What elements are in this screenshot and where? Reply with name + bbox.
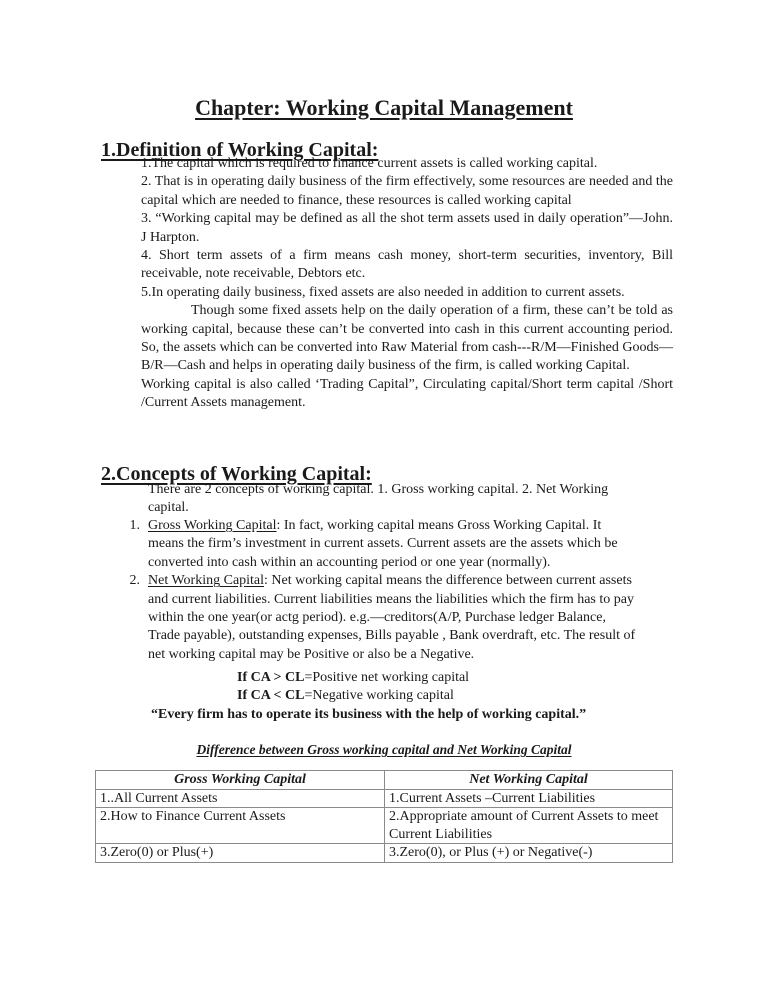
conditions [237, 669, 469, 706]
condition-result: =Negative working capital [304, 688, 454, 704]
table-cell: 2.How to Finance Current Assets [96, 808, 385, 844]
condition-negative [237, 687, 469, 705]
concepts-list [110, 517, 640, 664]
definition-point: 5.In operating daily business, fixed assets are also needed in addition to current assets. [141, 284, 625, 300]
table-cell: 3.Zero(0), or Plus (+) or Negative(-) [385, 844, 673, 863]
table-row [96, 844, 673, 863]
table-cell: 1.Current Assets –Current Liabilities [385, 789, 673, 808]
section-heading-concepts: 2.Concepts of Working Capital: [101, 463, 372, 485]
concept-text: : In fact, working capital means Gross Working Capital. It means the firm’s investment in current assets. Current assets are the assets which be converted into cash within an accounting period or one year (normally). [148, 518, 618, 570]
definition-point: 1.The capital which is required to finance current assets is called working capital. [141, 156, 598, 171]
difference-table [95, 770, 673, 863]
concepts-intro: There are 2 concepts of working capital. 1. Gross working capital. 2. Net Working capital. [148, 482, 609, 516]
list-number: 2. [129, 573, 140, 589]
list-number: 1. [129, 518, 140, 533]
condition-result: =Positive net working capital [304, 670, 470, 685]
definition-point: 3. “Working capital may be defined as all the shot term assets used in daily operation”—John. J Harpton. [141, 211, 673, 245]
quote: “Every firm has to operate its business with the help of working capital.” [151, 707, 587, 722]
definition-point: 4. Short term assets of a firm means cash money, short-term securities, inventory, Bill receivable, note receivable, Debtors etc. [141, 248, 673, 282]
definition-point: 2. That is in operating daily business of the firm effectively, some resources are needed and the capital which are needed to finance, these resources is called working capital [141, 174, 673, 208]
table-header-row [96, 771, 673, 790]
condition-expression: If CA > CL [237, 670, 305, 685]
table-title: Difference between Gross working capital and Net Working Capital [196, 742, 572, 757]
column-header-gross: Gross Working Capital [96, 771, 385, 790]
table-cell: 2.Appropriate amount of Current Assets to meet Current Liabilities [385, 808, 673, 844]
concept-item-gross [110, 517, 640, 572]
condition-expression: If CA < CL [237, 688, 305, 704]
table-cell: 3.Zero(0) or Plus(+) [96, 844, 385, 863]
table-cell: 1..All Current Assets [96, 789, 385, 808]
condition-positive [237, 669, 469, 687]
also-called-paragraph: Working capital is also called ‘Trading Capital”, Circulating capital/Short term capital /Short /Current Assets management. [141, 376, 673, 411]
definition-paragraph: Though some fixed assets help on the daily operation of a firm, these can’t be told as working capital, because these can’t be converted into cash in this current accounting period. So, the assets which can be converted into Raw Material from cash---R/M—Finished Goods—B/R—Cash and helps in operating daily business of the firm, is called working Capital. [141, 303, 673, 374]
concept-item-net [110, 572, 640, 664]
definition-body [141, 155, 673, 413]
section-heading-definition: 1.Definition of Working Capital: [101, 139, 379, 161]
table-row [96, 789, 673, 808]
table-row [96, 808, 673, 844]
concept-term: Gross Working Capital [148, 518, 277, 533]
concept-term: Net Working Capital [148, 573, 265, 589]
page-title: Chapter: Working Capital Management [195, 95, 573, 120]
concept-text: : Net working capital means the difference between current assets and current liabilities. Current liabilities means the liabilities which the firm has to pay within the one year(or actg period). e.g.—creditors(A/P, Purchase ledger Balance, Trade payable), outstanding expenses, Bills payable , Bank overdraft, etc. The result of net working capital may be Positive or also be a Negative. [148, 573, 636, 662]
column-header-net: Net Working Capital [385, 771, 673, 790]
